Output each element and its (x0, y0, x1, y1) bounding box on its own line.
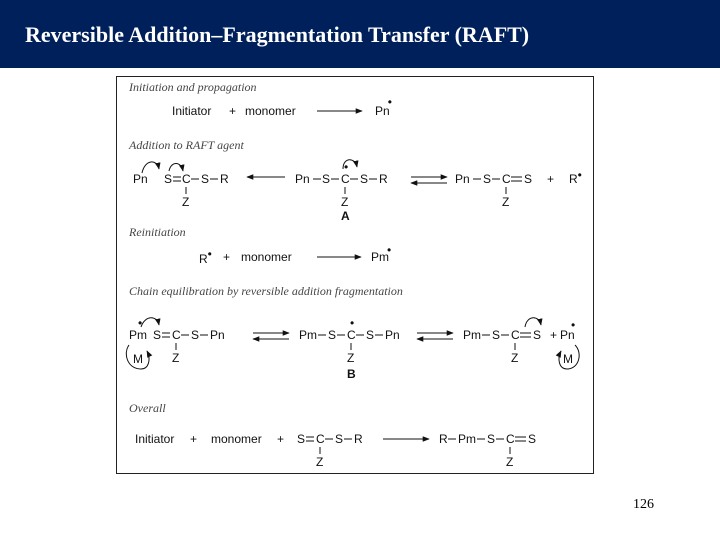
monomer: monomer (245, 104, 296, 118)
sulfur: S (366, 328, 375, 342)
electron-arrow (525, 318, 541, 327)
sulfur: S (492, 328, 501, 342)
radical-dot: • (138, 316, 143, 330)
z-group: Z (182, 195, 190, 209)
monomer-m: M (133, 352, 143, 366)
page-number: 126 (633, 497, 654, 512)
pn-chain: Pn (385, 328, 400, 342)
monomer: monomer (241, 250, 292, 264)
initiator: Initiator (172, 104, 212, 118)
carbon: C (511, 328, 520, 342)
pn-radical: Pn (133, 172, 148, 186)
carbon: C (172, 328, 181, 342)
sulfur: S (164, 172, 173, 186)
pm-radical: Pm (129, 328, 147, 342)
monomer-m: M (563, 352, 573, 366)
pm-chain: Pm (299, 328, 317, 342)
z-group: Z (316, 455, 324, 469)
sulfur: S (335, 432, 344, 446)
section-overall: Overall (129, 401, 166, 415)
pm-chain: Pm (458, 432, 476, 446)
sulfur: S (533, 328, 542, 342)
pn-radical: Pn (560, 328, 575, 342)
sulfur: S (487, 432, 496, 446)
plus: + (277, 432, 285, 446)
pm-radical: Pm• (371, 243, 392, 264)
carbon: C (182, 172, 191, 186)
z-group: Z (506, 455, 514, 469)
sulfur: S (360, 172, 369, 186)
raft-scheme (117, 77, 593, 473)
radical-dot: • (350, 316, 355, 330)
section-equilibration: Chain equilibration by reversible addition fragmentation (129, 284, 403, 298)
section-addition: Addition to RAFT agent (129, 138, 244, 152)
electron-arrow (169, 164, 183, 172)
sulfur: S (483, 172, 492, 186)
raft-mechanism-figure (116, 76, 594, 474)
sulfur: S (524, 172, 533, 186)
intermediate-label-b: B (347, 367, 356, 381)
z-group: Z (511, 351, 519, 365)
title-bar (0, 0, 720, 68)
carbon-radical: C (341, 172, 350, 186)
r-group: R (379, 172, 388, 186)
electron-arrow (141, 318, 159, 327)
sulfur: S (328, 328, 337, 342)
pn-chain: Pn (455, 172, 470, 186)
pn-chain: Pn (295, 172, 310, 186)
r-group: R (354, 432, 363, 446)
slide-title: Reversible Addition–Fragmentation Transfer (RAFT) (25, 22, 530, 47)
z-group: Z (502, 195, 510, 209)
carbon: C (506, 432, 515, 446)
plus: + (223, 250, 231, 264)
r-group: R (439, 432, 448, 446)
radical-dot: • (571, 318, 576, 332)
sulfur: S (153, 328, 162, 342)
r-radical: R• (199, 247, 212, 266)
carbon: C (502, 172, 511, 186)
sulfur: S (191, 328, 200, 342)
sulfur: S (322, 172, 331, 186)
pn-chain: Pn (210, 328, 225, 342)
pm-chain: Pm (463, 328, 481, 342)
plus: + (229, 104, 237, 118)
monomer: monomer (211, 432, 262, 446)
sulfur: S (201, 172, 210, 186)
sulfur: S (528, 432, 537, 446)
pn-radical: Pn• (375, 95, 392, 118)
section-initiation: Initiation and propagation (129, 80, 257, 94)
plus: + (190, 432, 198, 446)
z-group: Z (172, 351, 180, 365)
plus: + (547, 172, 555, 186)
sulfur: S (297, 432, 306, 446)
radical-dot: • (344, 160, 349, 174)
initiator: Initiator (135, 432, 175, 446)
z-group: Z (341, 195, 349, 209)
carbon: C (316, 432, 325, 446)
r-group: R (220, 172, 229, 186)
plus: + (550, 328, 558, 342)
intermediate-label-a: A (341, 209, 350, 223)
z-group: Z (347, 351, 355, 365)
carbon-radical: C (347, 328, 356, 342)
r-radical: R• (569, 168, 582, 186)
section-reinitiation: Reinitiation (129, 225, 186, 239)
